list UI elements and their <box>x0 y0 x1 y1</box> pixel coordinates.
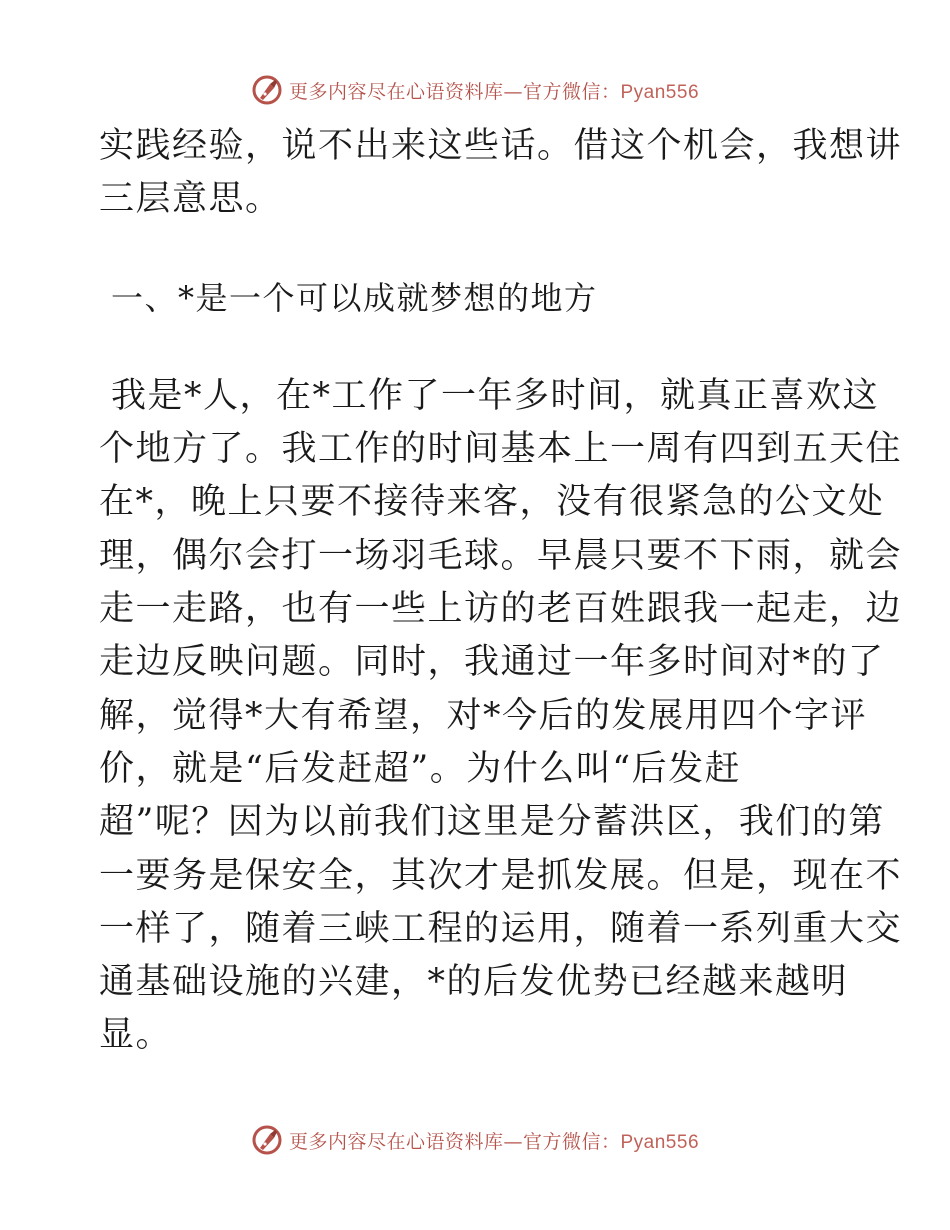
paragraph-line: 显。 <box>99 1015 173 1056</box>
header-watermark <box>0 70 950 110</box>
pen-nib-logo-icon <box>251 74 283 106</box>
paragraph-line: 价，就是“后发赶超”。为什么叫“后发赶 <box>99 748 742 789</box>
paragraph-line: 实践经验，说不出来这些话。借这个机会，我想讲 <box>99 126 903 166</box>
paragraph-line: 走一走路，也有一些上访的老百姓跟我一起走，边 <box>99 589 903 630</box>
paragraph-line: 理，偶尔会打一场羽毛球。早晨只要不下雨，就会 <box>99 535 903 576</box>
paragraph-line: 通基础设施的兴建，*的后发优势已经越来越明 <box>99 962 849 1003</box>
paragraph-line: 超”呢？因为以前我们这里是分蓄洪区，我们的第 <box>99 802 885 843</box>
paragraph-line: 三层意思。 <box>99 179 282 220</box>
paragraph-line: 解，觉得*大有希望，对*今后的发展用四个字评 <box>99 695 868 736</box>
footer-watermark <box>0 1120 950 1160</box>
paragraph-line: 一要务是保安全，其次才是抓发展。但是，现在不 <box>99 855 903 896</box>
paragraph-line: 走边反映问题。同时，我通过一年多时间对*的了 <box>99 642 885 683</box>
paragraph-line: 我是*人，在*工作了一年多时间，就真正喜欢这 <box>111 375 880 416</box>
paragraph-line: 在*，晚上只要不接待来客，没有很紧急的公文处 <box>99 482 885 523</box>
paragraph-line: 一样了，随着三峡工程的运用，随着一系列重大交 <box>99 908 903 949</box>
watermark-text: 更多内容尽在心语资料库—官方微信：Pyan556 <box>288 80 700 103</box>
document-body <box>99 120 903 1063</box>
watermark-text: 更多内容尽在心语资料库—官方微信：Pyan556 <box>288 1130 700 1153</box>
paragraph-line: 个地方了。我工作的时间基本上一周有四到五天住 <box>99 429 903 470</box>
section-heading: 一、*是一个可以成就梦想的地方 <box>111 278 598 317</box>
pen-nib-logo-icon <box>251 1124 283 1156</box>
